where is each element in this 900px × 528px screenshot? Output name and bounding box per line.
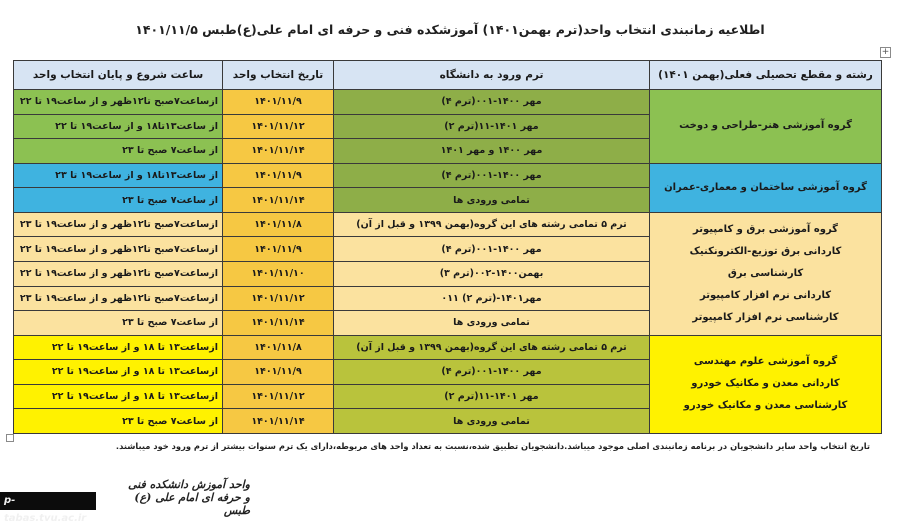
cell-date: ۱۴۰۱/۱۱/۹ xyxy=(223,163,334,188)
cell-time: ازساعت۱۳ تا ۱۸ و از ساعت۱۹ تا ۲۲ xyxy=(14,384,223,409)
cell-entry-term: تمامی ورودی ها xyxy=(334,409,650,434)
cell-entry-term: ترم ۵ تمامی رشته های این گروه(بهمن ۱۳۹۹ و قبل از آن) xyxy=(334,335,650,360)
cell-time: ازساعت۱۳ تا ۱۸ و از ساعت۱۹ تا ۲۲ xyxy=(14,335,223,360)
cell-field-group: گروه آموزشی هنر-طراحی و دوخت xyxy=(650,90,882,164)
table-row xyxy=(14,212,882,237)
field-line: کارشناسی معدن و مکانیک خودرو xyxy=(683,400,848,412)
cell-date: ۱۴۰۱/۱۱/۱۴ xyxy=(223,188,334,213)
cell-time: از ساعت۷ صبح تا ۲۳ xyxy=(14,139,223,164)
cell-entry-term: مهر ۱۴۰۰ و مهر ۱۴۰۱ xyxy=(334,139,650,164)
cell-time: ازساعت۱۳ تا ۱۸ و از ساعت۱۹ تا ۲۲ xyxy=(14,360,223,385)
cell-field-group xyxy=(650,212,882,335)
field-line: کاردانی نرم افزار کامپیوتر xyxy=(699,289,832,301)
cell-time: ازساعت۷صبح تا۱۲ظهر و از ساعت۱۹ تا ۲۲ xyxy=(14,237,223,262)
cell-entry-term: مهر ۱۴۰۱-۱۱(ترم ۲) xyxy=(334,114,650,139)
header-entry-term: ترم ورود به دانشگاه xyxy=(334,61,650,90)
cell-time: از ساعت۷ صبح تا ۲۳ xyxy=(14,188,223,213)
field-line: کاردانی معدن و مکانیک خودرو xyxy=(691,378,840,390)
table-row xyxy=(14,335,882,360)
cell-date: ۱۴۰۱/۱۱/۱۲ xyxy=(223,286,334,311)
cell-entry-term: ترم ۵ تمامی رشته های این گروه(بهمن ۱۳۹۹ و قبل از آن) xyxy=(334,212,650,237)
schedule-table xyxy=(13,60,882,434)
cell-entry-term: مهر ۱۴۰۰-۰۰۱(ترم ۴) xyxy=(334,237,650,262)
field-line: گروه آموزشی برق و کامپیوتر xyxy=(693,223,838,235)
cell-date: ۱۴۰۱/۱۱/۹ xyxy=(223,237,334,262)
cell-date: ۱۴۰۱/۱۱/۸ xyxy=(223,335,334,360)
cell-date: ۱۴۰۱/۱۱/۹ xyxy=(223,360,334,385)
cell-date: ۱۴۰۱/۱۱/۱۰ xyxy=(223,261,334,286)
cell-time: از ساعت۱۳تا۱۸ و از ساعت۱۹ تا ۲۲ xyxy=(14,114,223,139)
cell-entry-term: مهر ۱۴۰۰-۰۰۱(ترم ۴) xyxy=(334,163,650,188)
corner-handle-icon xyxy=(6,434,14,442)
notes xyxy=(30,440,870,453)
cell-entry-term: بهمن۱۴۰۰-۰۰۲(ترم ۳) xyxy=(334,261,650,286)
cell-field-group: گروه آموزشی ساختمان و معماری-عمران xyxy=(650,163,882,212)
note-line: تاریخ انتخاب واحد سایر دانشجویان در برنامه زمانبندی اصلی موجود میباشد.دانشجویان تطبیق شده،نسبت به تعداد واحد های مربوطه،دارای یک ترم سنوات بیشتر از ترم ورود خود میباشند. xyxy=(115,441,870,451)
page-title: اطلاعیه زمانبندی انتخاب واحد(ترم بهمن۱۴۰۱) آموزشکده فنی و حرفه ای امام علی(ع)طبس ۱۴۰۱/۱۱/۵ xyxy=(135,22,765,37)
cell-date: ۱۴۰۱/۱۱/۱۲ xyxy=(223,384,334,409)
table-header-row xyxy=(14,61,882,90)
cell-date: ۱۴۰۱/۱۱/۱۴ xyxy=(223,409,334,434)
cell-date: ۱۴۰۱/۱۱/۱۲ xyxy=(223,114,334,139)
cell-entry-term: تمامی ورودی ها xyxy=(334,188,650,213)
watermark: p-tabas.tvu.ac.ir xyxy=(0,492,96,510)
field-line: کارشناسی نرم افزار کامپیوتر xyxy=(692,311,839,323)
cell-entry-term: مهر ۱۴۰۰-۰۰۱(ترم ۴) xyxy=(334,360,650,385)
cell-date: ۱۴۰۱/۱۱/۱۴ xyxy=(223,139,334,164)
cell-time: از ساعت۷ صبح تا ۲۳ xyxy=(14,311,223,336)
cell-entry-term: مهر۱۴۰۱-(ترم ۲) ۰۱۱ xyxy=(334,286,650,311)
header-time: ساعت شروع و پایان انتخاب واحد xyxy=(14,61,223,90)
header-field: رشته و مقطع تحصیلی فعلی(بهمن ۱۴۰۱) xyxy=(650,61,882,90)
field-line: کاردانی برق توزیع-الکترونکنیک xyxy=(689,245,842,257)
cell-field-group xyxy=(650,335,882,433)
cell-time: ازساعت۷صبح تا۱۲ظهر و از ساعت۱۹ تا ۲۲ xyxy=(14,261,223,286)
table-row xyxy=(14,90,882,115)
cell-time: ازساعت۷صبح تا۱۲ظهر و از ساعت۱۹ تا ۲۲ xyxy=(14,90,223,115)
field-line: گروه آموزشی علوم مهندسی xyxy=(693,356,838,368)
signature: واحد آموزش دانشکده فنی و حرفه ای امام علی (ع) طبس xyxy=(128,478,250,517)
field-line: کارشناسی برق xyxy=(727,267,804,279)
table-row xyxy=(14,163,882,188)
cell-date: ۱۴۰۱/۱۱/۸ xyxy=(223,212,334,237)
cell-time: ازساعت۷صبح تا۱۲ظهر و از ساعت۱۹ تا ۲۳ xyxy=(14,212,223,237)
cell-time: ازساعت۷صبح تا۱۲ظهر و از ساعت۱۹ تا ۲۳ xyxy=(14,286,223,311)
cell-entry-term: تمامی ورودی ها xyxy=(334,311,650,336)
cell-time: از ساعت۱۳تا۱۸ و از ساعت۱۹ تا ۲۳ xyxy=(14,163,223,188)
cell-date: ۱۴۰۱/۱۱/۹ xyxy=(223,90,334,115)
expand-icon[interactable]: + xyxy=(881,47,890,57)
cell-entry-term: مهر ۱۴۰۰-۰۰۱(ترم ۴) xyxy=(334,90,650,115)
cell-date: ۱۴۰۱/۱۱/۱۴ xyxy=(223,311,334,336)
cell-entry-term: مهر ۱۴۰۱-۱۱(ترم ۲) xyxy=(334,384,650,409)
header-date: تاریخ انتخاب واحد xyxy=(223,61,334,90)
cell-time: از ساعت۷ صبح تا ۲۳ xyxy=(14,409,223,434)
